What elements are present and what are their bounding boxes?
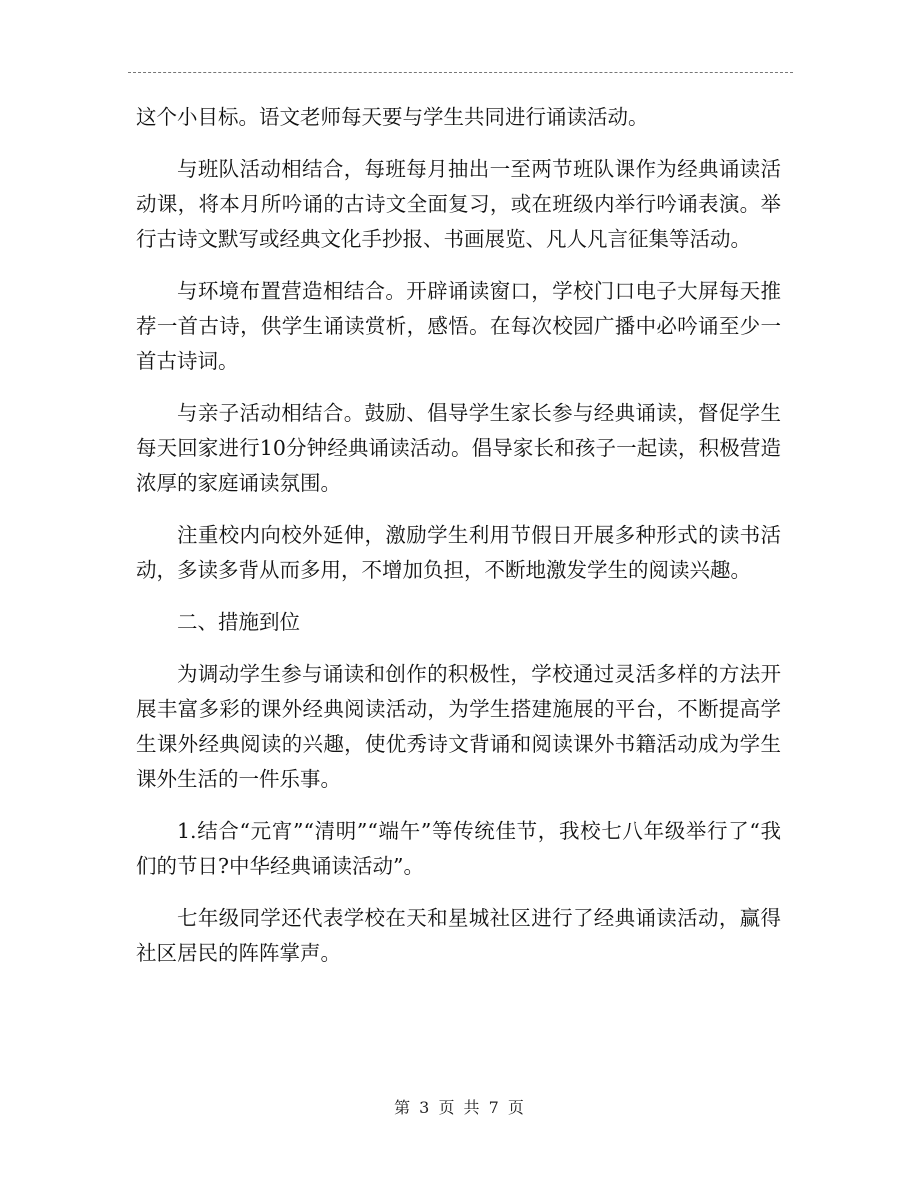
paragraph: 为调动学生参与诵读和创作的积极性，学校通过灵活多样的方法开展丰富多彩的课外经典阅读活动，为学生搭建施展的平台，不断提高学生课外经典阅读的兴趣，使优秀诗文背诵和阅读课外书籍活动成为学生课外生活的一件乐事。 <box>136 662 781 791</box>
paragraph: 注重校内向校外延伸，激励学生利用节假日开展多种形式的读书活动，多读多背从而多用，不增加负担，不断地激发学生的阅读兴趣。 <box>136 523 781 582</box>
paragraph: 这个小目标。语文老师每天要与学生共同进行诵读活动。 <box>136 105 649 129</box>
document-body <box>136 100 781 988</box>
paragraph: 与班队活动相结合，每班每月抽出一至两节班队课作为经典诵读活动课，将本月所吟诵的古诗文全面复习，或在班级内举行吟诵表演。举行古诗文默写或经典文化手抄报、书画展览、凡人凡言征集等活动。 <box>136 157 781 251</box>
paragraph: 与亲子活动相结合。鼓励、倡导学生家长参与经典诵读，督促学生每天回家进行10分钟经典诵读活动。倡导家长和孩子一起读，积极营造浓厚的家庭诵读氛围。 <box>136 401 781 495</box>
paragraph: 与环境布置营造相结合。开辟诵读窗口，学校门口电子大屏每天推荐一首古诗，供学生诵读赏析，感悟。在每次校园广播中必吟诵至少一首古诗词。 <box>136 279 781 373</box>
header-divider <box>128 72 793 73</box>
section-heading: 二、措施到位 <box>177 610 300 634</box>
page-number: 第 3 页 共 7 页 <box>394 1098 526 1117</box>
paragraph: 1.结合“元宵”“清明”“端午”等传统佳节，我校七八年级举行了“我们的节日?中华经典诵读活动”。 <box>136 819 781 878</box>
paragraph: 七年级同学还代表学校在天和星城社区进行了经典诵读活动，赢得社区居民的阵阵掌声。 <box>136 906 781 965</box>
